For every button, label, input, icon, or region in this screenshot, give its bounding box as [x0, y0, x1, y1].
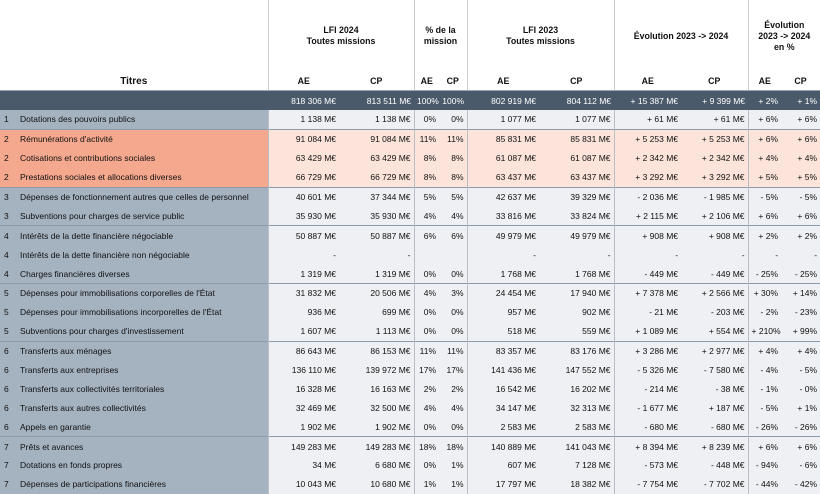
row-value: + 187 M€ — [681, 398, 748, 417]
row-value: - 5% — [781, 187, 820, 206]
row-value: + 61 M€ — [614, 110, 681, 129]
row-value: 1 902 M€ — [339, 417, 414, 436]
header-sub: AE — [414, 72, 439, 91]
row-value: 2% — [414, 379, 439, 398]
row-value: 3% — [439, 284, 467, 303]
row-value: + 1% — [781, 398, 820, 417]
total-cell: 100% — [439, 91, 467, 111]
row-value: 1 138 M€ — [268, 110, 339, 129]
row-value: - 449 M€ — [681, 264, 748, 283]
row-title: Dépenses pour immobilisations corporelles de l'État — [18, 284, 268, 303]
table-row — [0, 341, 820, 360]
row-value: 1 768 M€ — [467, 264, 539, 283]
row-value: - — [539, 245, 614, 264]
row-code: 1 — [0, 110, 18, 129]
row-value: 1% — [439, 456, 467, 475]
row-value: + 2% — [748, 226, 781, 245]
row-value: 518 M€ — [467, 322, 539, 341]
row-value: + 908 M€ — [681, 226, 748, 245]
header-sub: CP — [781, 72, 820, 91]
table-row — [0, 206, 820, 225]
row-value: 1 607 M€ — [268, 322, 339, 341]
row-value: 140 889 M€ — [467, 437, 539, 456]
row-value: 66 729 M€ — [339, 168, 414, 187]
table-row — [0, 417, 820, 436]
row-value: - 6% — [781, 456, 820, 475]
row-value: 6 680 M€ — [339, 456, 414, 475]
row-title: Dépenses de fonctionnement autres que celles de personnel — [18, 187, 268, 206]
row-value: + 5% — [748, 168, 781, 187]
row-value: 16 163 M€ — [339, 379, 414, 398]
row-value: 0% — [414, 456, 439, 475]
row-code: 2 — [0, 129, 18, 148]
row-value: 42 637 M€ — [467, 187, 539, 206]
header-groups-row — [0, 0, 820, 72]
row-value: - — [681, 245, 748, 264]
table-row — [0, 456, 820, 475]
row-value: - 4% — [748, 361, 781, 380]
row-value: 17% — [414, 361, 439, 380]
row-title: Subventions pour charges d'investissement — [18, 322, 268, 341]
row-value: - 0% — [781, 379, 820, 398]
row-value: 4% — [414, 398, 439, 417]
row-title: Transferts aux autres collectivités — [18, 398, 268, 417]
row-value: 1 319 M€ — [268, 264, 339, 283]
table-row — [0, 110, 820, 129]
row-value: 0% — [439, 303, 467, 322]
row-value: 49 979 M€ — [539, 226, 614, 245]
row-value: 35 930 M€ — [268, 206, 339, 225]
row-value: 0% — [414, 264, 439, 283]
row-title: Dotations en fonds propres — [18, 456, 268, 475]
row-value: 83 176 M€ — [539, 341, 614, 360]
header-sub: AE — [748, 72, 781, 91]
row-value: + 6% — [748, 110, 781, 129]
header-sub: CP — [439, 72, 467, 91]
row-title: Appels en garantie — [18, 417, 268, 436]
row-value: + 7 378 M€ — [614, 284, 681, 303]
row-value: 85 831 M€ — [467, 129, 539, 148]
row-value: 61 087 M€ — [467, 149, 539, 168]
total-cell: 813 511 M€ — [339, 91, 414, 111]
row-title: Dotations des pouvoirs publics — [18, 110, 268, 129]
row-code: 7 — [0, 437, 18, 456]
row-value: 32 469 M€ — [268, 398, 339, 417]
row-code: 6 — [0, 398, 18, 417]
table-row — [0, 226, 820, 245]
row-value: + 4% — [748, 149, 781, 168]
row-value: 607 M€ — [467, 456, 539, 475]
row-value: 0% — [439, 322, 467, 341]
row-value: - 23% — [781, 303, 820, 322]
row-value: 11% — [414, 341, 439, 360]
row-value: 63 437 M€ — [467, 168, 539, 187]
row-value: 63 437 M€ — [539, 168, 614, 187]
row-value: 91 084 M€ — [339, 129, 414, 148]
row-value: 63 429 M€ — [268, 149, 339, 168]
row-value: 1 768 M€ — [539, 264, 614, 283]
row-code: 3 — [0, 187, 18, 206]
row-code: 4 — [0, 264, 18, 283]
row-value: - 5% — [748, 187, 781, 206]
row-value: 18 382 M€ — [539, 475, 614, 494]
total-cell: 804 112 M€ — [539, 91, 614, 111]
header-spacer — [0, 0, 268, 72]
row-title: Cotisations et contributions sociales — [18, 149, 268, 168]
row-value: 10 680 M€ — [339, 475, 414, 494]
row-value: - — [748, 245, 781, 264]
row-value: - 25% — [781, 264, 820, 283]
row-value: - — [268, 245, 339, 264]
row-title: Transferts aux entreprises — [18, 361, 268, 380]
row-value: + 6% — [748, 437, 781, 456]
row-value: 32 313 M€ — [539, 398, 614, 417]
row-value: 33 816 M€ — [467, 206, 539, 225]
row-value: - 7 580 M€ — [681, 361, 748, 380]
row-value: 32 500 M€ — [339, 398, 414, 417]
row-code: 4 — [0, 226, 18, 245]
header-sub: AE — [268, 72, 339, 91]
row-value: 1 319 M€ — [339, 264, 414, 283]
row-value: 8% — [439, 149, 467, 168]
row-value: + 6% — [748, 206, 781, 225]
row-value: + 61 M€ — [681, 110, 748, 129]
row-value: - 7 754 M€ — [614, 475, 681, 494]
row-value: 136 110 M€ — [268, 361, 339, 380]
header-lfi2024: LFI 2024 Toutes missions — [268, 0, 414, 72]
row-value: 86 643 M€ — [268, 341, 339, 360]
row-value: - 5% — [748, 398, 781, 417]
row-value: + 908 M€ — [614, 226, 681, 245]
total-row — [0, 91, 820, 111]
row-value: + 2 977 M€ — [681, 341, 748, 360]
row-value: - 44% — [748, 475, 781, 494]
row-value: 31 832 M€ — [268, 284, 339, 303]
table-row — [0, 284, 820, 303]
row-value: 66 729 M€ — [268, 168, 339, 187]
row-value: 1% — [439, 475, 467, 494]
row-value: - — [339, 245, 414, 264]
row-value: 936 M€ — [268, 303, 339, 322]
row-value: 5% — [414, 187, 439, 206]
row-value: 6% — [439, 226, 467, 245]
row-value: - 680 M€ — [681, 417, 748, 436]
row-value: - 448 M€ — [681, 456, 748, 475]
row-value: - 449 M€ — [614, 264, 681, 283]
row-value: - 5 326 M€ — [614, 361, 681, 380]
table-row — [0, 187, 820, 206]
row-value: 0% — [414, 110, 439, 129]
row-value: 18% — [439, 437, 467, 456]
row-value: 0% — [414, 322, 439, 341]
row-value: 35 930 M€ — [339, 206, 414, 225]
row-value: 147 552 M€ — [539, 361, 614, 380]
header-sub: AE — [467, 72, 539, 91]
row-value: 2 583 M€ — [539, 417, 614, 436]
row-value: 50 887 M€ — [268, 226, 339, 245]
table-row — [0, 264, 820, 283]
row-value: 0% — [439, 417, 467, 436]
table-row — [0, 398, 820, 417]
row-value: + 1 089 M€ — [614, 322, 681, 341]
row-value: 39 329 M€ — [539, 187, 614, 206]
total-cell: + 15 387 M€ — [614, 91, 681, 111]
table-row — [0, 379, 820, 398]
row-value: 149 283 M€ — [268, 437, 339, 456]
row-value: 85 831 M€ — [539, 129, 614, 148]
row-value: - 2 036 M€ — [614, 187, 681, 206]
row-value: 1 077 M€ — [467, 110, 539, 129]
row-value: 0% — [414, 303, 439, 322]
header-sub: AE — [614, 72, 681, 91]
row-value: - 214 M€ — [614, 379, 681, 398]
row-title: Transferts aux ménages — [18, 341, 268, 360]
row-value: 7 128 M€ — [539, 456, 614, 475]
row-value: - 203 M€ — [681, 303, 748, 322]
row-value: 1 138 M€ — [339, 110, 414, 129]
row-value: 17% — [439, 361, 467, 380]
row-value: - 573 M€ — [614, 456, 681, 475]
row-value: 49 979 M€ — [467, 226, 539, 245]
row-value: 34 M€ — [268, 456, 339, 475]
row-value: + 2 342 M€ — [614, 149, 681, 168]
row-code: 2 — [0, 149, 18, 168]
row-value: 957 M€ — [467, 303, 539, 322]
row-value: 4% — [439, 398, 467, 417]
row-title: Dépenses de participations financières — [18, 475, 268, 494]
total-label-cell — [0, 91, 268, 111]
header-sub: CP — [339, 72, 414, 91]
row-value: + 2 106 M€ — [681, 206, 748, 225]
row-value: + 3 292 M€ — [614, 168, 681, 187]
row-value: + 2% — [781, 226, 820, 245]
row-value: 0% — [439, 264, 467, 283]
row-value: + 5% — [781, 168, 820, 187]
total-cell: + 1% — [781, 91, 820, 111]
row-value: - — [467, 245, 539, 264]
row-value: 11% — [414, 129, 439, 148]
row-value: + 554 M€ — [681, 322, 748, 341]
row-value: + 2 342 M€ — [681, 149, 748, 168]
row-value: 139 972 M€ — [339, 361, 414, 380]
row-code: 5 — [0, 284, 18, 303]
header-evolution-pct: Évolution 2023 -> 2024 en % — [748, 0, 820, 72]
total-cell: 818 306 M€ — [268, 91, 339, 111]
row-value: 18% — [414, 437, 439, 456]
row-code: 6 — [0, 417, 18, 436]
header-sub-row — [0, 72, 820, 91]
table-row — [0, 168, 820, 187]
row-title: Charges financières diverses — [18, 264, 268, 283]
row-value: 2 583 M€ — [467, 417, 539, 436]
row-code: 5 — [0, 322, 18, 341]
row-title: Intérêts de la dette financière négociable — [18, 226, 268, 245]
row-value: 8% — [414, 149, 439, 168]
row-value: - 1 677 M€ — [614, 398, 681, 417]
row-value: 83 357 M€ — [467, 341, 539, 360]
row-code: 7 — [0, 475, 18, 494]
header-evolution: Évolution 2023 -> 2024 — [614, 0, 748, 72]
row-value: - — [781, 245, 820, 264]
row-value: 86 153 M€ — [339, 341, 414, 360]
table-row — [0, 437, 820, 456]
row-value: - 2% — [748, 303, 781, 322]
row-value: 16 328 M€ — [268, 379, 339, 398]
row-title: Subventions pour charges de service public — [18, 206, 268, 225]
row-value: - 42% — [781, 475, 820, 494]
row-value: 50 887 M€ — [339, 226, 414, 245]
row-value: 699 M€ — [339, 303, 414, 322]
row-title: Dépenses pour immobilisations incorporelles de l'État — [18, 303, 268, 322]
row-value: - 5% — [781, 361, 820, 380]
table-row — [0, 361, 820, 380]
row-value: - 94% — [748, 456, 781, 475]
table-row — [0, 129, 820, 148]
row-value: + 5 253 M€ — [681, 129, 748, 148]
table-row — [0, 245, 820, 264]
row-value: 16 202 M€ — [539, 379, 614, 398]
row-value: 24 454 M€ — [467, 284, 539, 303]
row-value: + 6% — [781, 129, 820, 148]
row-title: Prêts et avances — [18, 437, 268, 456]
row-value: 63 429 M€ — [339, 149, 414, 168]
header-sub: CP — [681, 72, 748, 91]
row-value: 6% — [414, 226, 439, 245]
row-value: 91 084 M€ — [268, 129, 339, 148]
row-value: + 2 566 M€ — [681, 284, 748, 303]
row-title: Transferts aux collectivités territoriales — [18, 379, 268, 398]
row-value: - 21 M€ — [614, 303, 681, 322]
total-cell: + 2% — [748, 91, 781, 111]
row-title: Prestations sociales et allocations diverses — [18, 168, 268, 187]
row-code: 6 — [0, 361, 18, 380]
row-value: + 8 394 M€ — [614, 437, 681, 456]
row-value: + 210% — [748, 322, 781, 341]
row-value: + 6% — [748, 129, 781, 148]
row-value: + 30% — [748, 284, 781, 303]
row-title: Rémunérations d'activité — [18, 129, 268, 148]
row-value: 4% — [414, 206, 439, 225]
row-value: 34 147 M€ — [467, 398, 539, 417]
row-value: 11% — [439, 341, 467, 360]
row-value: 20 506 M€ — [339, 284, 414, 303]
row-value: - — [614, 245, 681, 264]
row-value: 17 940 M€ — [539, 284, 614, 303]
row-value: 4% — [414, 284, 439, 303]
row-value: + 4% — [781, 149, 820, 168]
row-code: 2 — [0, 168, 18, 187]
row-value: - 26% — [748, 417, 781, 436]
row-value: - 38 M€ — [681, 379, 748, 398]
row-value: 1 902 M€ — [268, 417, 339, 436]
total-cell: 802 919 M€ — [467, 91, 539, 111]
row-value: 40 601 M€ — [268, 187, 339, 206]
table-row — [0, 322, 820, 341]
row-value: - 7 702 M€ — [681, 475, 748, 494]
row-value: 4% — [439, 206, 467, 225]
row-value: + 4% — [748, 341, 781, 360]
row-value: 8% — [414, 168, 439, 187]
row-value: + 2 115 M€ — [614, 206, 681, 225]
row-value: + 6% — [781, 110, 820, 129]
row-value: 16 542 M€ — [467, 379, 539, 398]
row-value: 10 043 M€ — [268, 475, 339, 494]
table-row — [0, 475, 820, 494]
header-pct-mission: % de la mission — [414, 0, 467, 72]
total-cell: 100% — [414, 91, 439, 111]
row-code: 4 — [0, 245, 18, 264]
row-value: 1 113 M€ — [339, 322, 414, 341]
row-value: 37 344 M€ — [339, 187, 414, 206]
row-value: 2% — [439, 379, 467, 398]
row-code: 7 — [0, 456, 18, 475]
row-value: 149 283 M€ — [339, 437, 414, 456]
row-value: 0% — [439, 110, 467, 129]
header-lfi2023: LFI 2023 Toutes missions — [467, 0, 614, 72]
row-value — [414, 245, 439, 264]
total-cell: + 9 399 M€ — [681, 91, 748, 111]
row-value: 902 M€ — [539, 303, 614, 322]
row-value: 0% — [414, 417, 439, 436]
row-value: 17 797 M€ — [467, 475, 539, 494]
row-value: + 4% — [781, 341, 820, 360]
header-titres: Titres — [0, 72, 268, 91]
row-value: 33 824 M€ — [539, 206, 614, 225]
row-value: 8% — [439, 168, 467, 187]
row-value: + 3 292 M€ — [681, 168, 748, 187]
row-value: 5% — [439, 187, 467, 206]
table-row — [0, 149, 820, 168]
row-value: + 14% — [781, 284, 820, 303]
table-row — [0, 303, 820, 322]
row-code: 6 — [0, 341, 18, 360]
row-value: - 680 M€ — [614, 417, 681, 436]
row-value: 61 087 M€ — [539, 149, 614, 168]
row-value: + 99% — [781, 322, 820, 341]
row-value: - 26% — [781, 417, 820, 436]
row-value: + 6% — [781, 206, 820, 225]
row-value: - 25% — [748, 264, 781, 283]
row-value: - 1 985 M€ — [681, 187, 748, 206]
row-value — [439, 245, 467, 264]
row-value: 141 043 M€ — [539, 437, 614, 456]
row-value: 1% — [414, 475, 439, 494]
row-code: 6 — [0, 379, 18, 398]
header-sub: CP — [539, 72, 614, 91]
row-value: + 3 286 M€ — [614, 341, 681, 360]
row-value: 1 077 M€ — [539, 110, 614, 129]
row-code: 5 — [0, 303, 18, 322]
row-value: + 5 253 M€ — [614, 129, 681, 148]
row-value: - 1% — [748, 379, 781, 398]
row-value: 559 M€ — [539, 322, 614, 341]
row-value: + 6% — [781, 437, 820, 456]
row-code: 3 — [0, 206, 18, 225]
row-value: 11% — [439, 129, 467, 148]
row-value: 141 436 M€ — [467, 361, 539, 380]
row-value: + 8 239 M€ — [681, 437, 748, 456]
row-title: Intérêts de la dette financière non négociable — [18, 245, 268, 264]
